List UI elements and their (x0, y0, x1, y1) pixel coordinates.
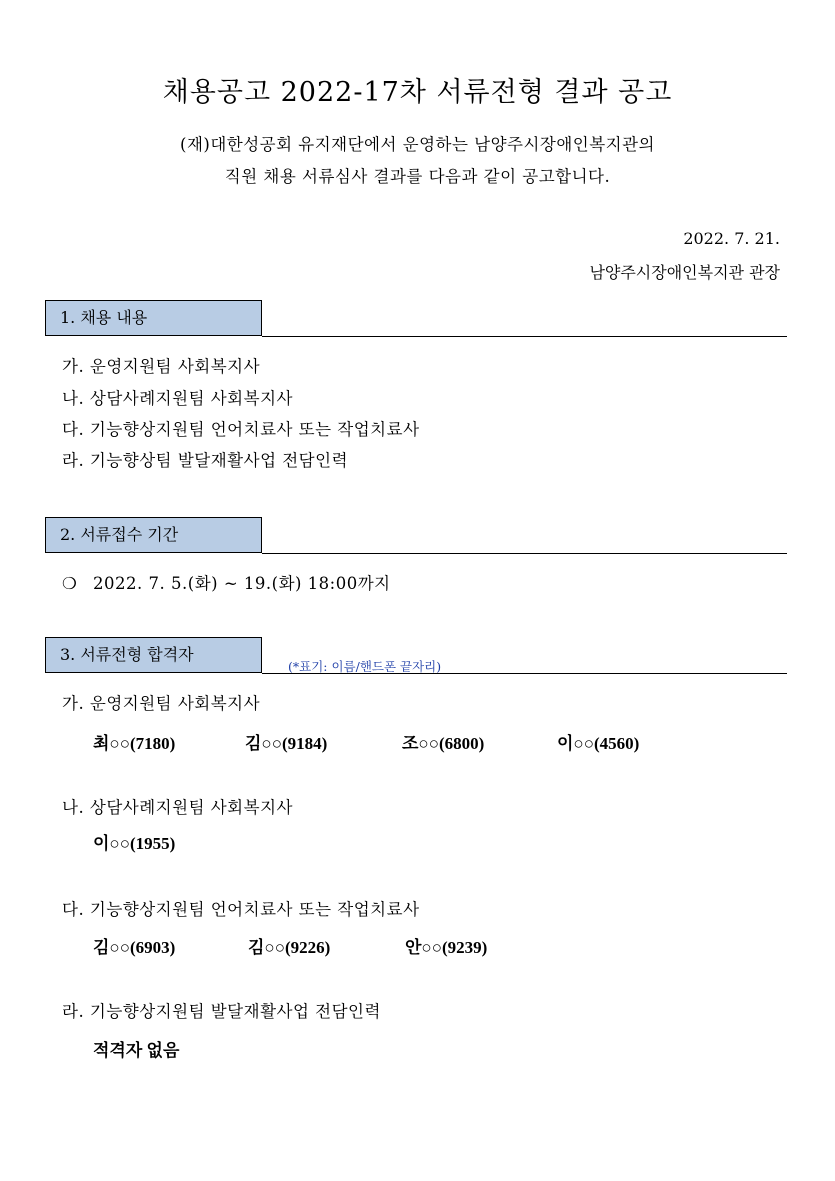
period-text: 2022. 7. 5.(화) ~ 19.(화) 18:00까지 (93, 574, 391, 593)
signature: 남양주시장애인복지관 관장 (589, 263, 780, 282)
section-1-item: 나. 상담사례지원팀 사회복지사 (62, 389, 293, 408)
intro-line-2: 직원 채용 서류심사 결과를 다음과 같이 공고합니다. (224, 167, 611, 186)
group-label: 가. 운영지원팀 사회복지사 (62, 694, 261, 713)
section-1-heading: 1. 채용 내용 (45, 300, 262, 336)
page-title: 채용공고 2022-17차 서류전형 결과 공고 (162, 77, 673, 108)
section-1-item: 다. 기능향상지원팀 언어치료사 또는 작업치료사 (62, 420, 420, 439)
group-label: 다. 기능향상지원팀 언어치료사 또는 작업치료사 (62, 900, 420, 919)
section-1-item: 가. 운영지원팀 사회복지사 (62, 357, 261, 376)
section-1-item: 라. 기능향상팀 발달재활사업 전담인력 (62, 451, 349, 470)
no-qualified-candidate: 적격자 없음 (93, 1041, 180, 1060)
notation-note: (*표기: 이름/핸드폰 끝자리) (288, 659, 442, 674)
section-3-heading: 3. 서류전형 합격자 (45, 637, 262, 673)
candidate-name: 이○○(1955) (93, 834, 176, 853)
candidate-name: 이○○(4560) (557, 734, 640, 753)
group-label: 나. 상담사례지원팀 사회복지사 (62, 798, 293, 817)
group-label: 라. 기능향상지원팀 발달재활사업 전담인력 (62, 1002, 381, 1021)
candidate-name: 김○○(9184) (245, 734, 328, 753)
section-1-divider (262, 336, 787, 337)
section-2-divider (262, 553, 787, 554)
candidate-name: 안○○(9239) (405, 938, 488, 957)
bullet-circle-icon: ❍ (62, 574, 78, 593)
candidate-name: 최○○(7180) (93, 734, 176, 753)
candidate-name: 김○○(9226) (248, 938, 331, 957)
intro-line-1: (재)대한성공회 유지재단에서 운영하는 남양주시장애인복지관의 (180, 135, 655, 154)
candidate-name: 조○○(6800) (402, 734, 485, 753)
submission-period (62, 570, 391, 594)
announcement-date: 2022. 7. 21. (683, 229, 780, 248)
candidate-name: 김○○(6903) (93, 938, 176, 957)
section-2-heading: 2. 서류접수 기간 (45, 517, 262, 553)
